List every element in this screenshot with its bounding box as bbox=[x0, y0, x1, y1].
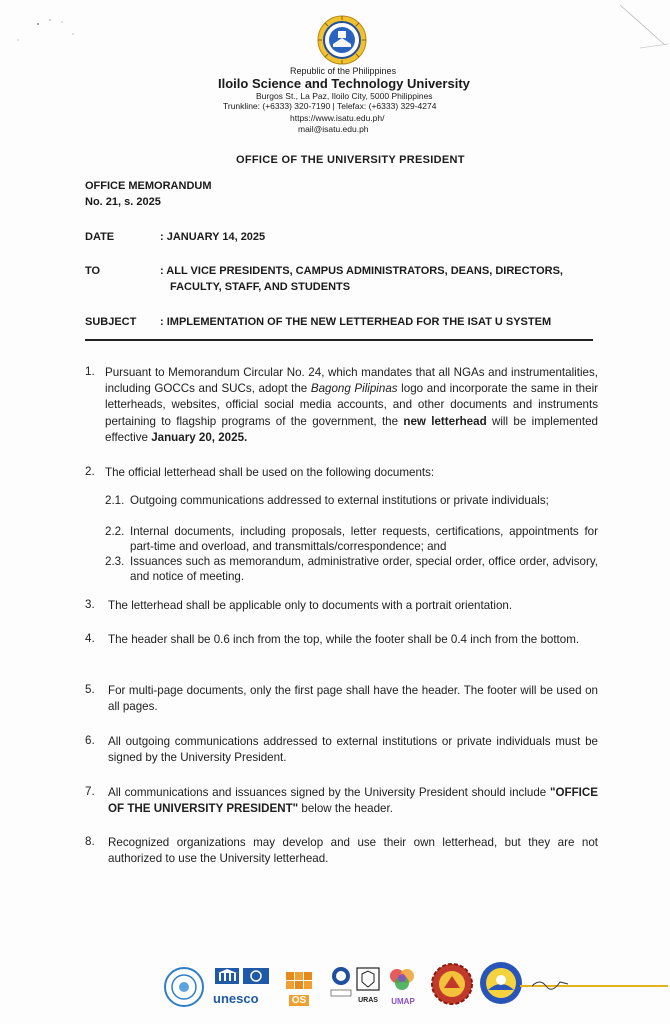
paragraph-2-1: Outgoing communications addressed to external institutions or private individuals; bbox=[130, 494, 549, 507]
paragraph-2-3: Issuances such as memorandum, administrative order, special order, office order, advisory, and notice of meeting. bbox=[130, 555, 598, 583]
os-logo bbox=[285, 966, 313, 1008]
date-label: DATE bbox=[85, 231, 115, 243]
page-fold-mark bbox=[610, 0, 670, 60]
contact-numbers: Trunkline: (+6333) 320-7190 | Telefax: (+6333) 329-4274 bbox=[223, 101, 437, 111]
umap-logo bbox=[387, 966, 419, 1008]
paragraph-5: For multi-page documents, only the first page shall have the header. The footer will be used on all pages. bbox=[108, 684, 598, 714]
item-number-2-2: 2.2. bbox=[105, 525, 125, 538]
item-number-2-3: 2.3. bbox=[105, 555, 125, 568]
item-number-1: 1. bbox=[85, 365, 95, 378]
uras-shield-icon bbox=[355, 966, 381, 992]
email-link[interactable]: mail@isatu.edu.ph bbox=[298, 124, 369, 134]
os-text: OS bbox=[289, 995, 309, 1006]
item-number-8: 8. bbox=[85, 835, 95, 848]
paragraph-2-2: Internal documents, including proposals, letter requests, certifications, appointments for part-time and overload, and transmittals/correspondence; and bbox=[130, 525, 598, 553]
uras-text: URAS bbox=[358, 997, 378, 1004]
sdg-squares-icon bbox=[285, 966, 313, 990]
umap-text: UMAP bbox=[391, 997, 415, 1006]
iso-certification-logo-icon bbox=[163, 966, 205, 1008]
university-address: Burgos St., La Paz, Iloilo City, 5000 Philippines bbox=[256, 91, 433, 101]
website-link[interactable]: https://www.isatu.edu.ph/ bbox=[290, 113, 385, 123]
paragraph-8: Recognized organizations may develop and use their own letterhead, but they are not authorized to use the University letterhead. bbox=[108, 836, 598, 866]
item-number-5: 5. bbox=[85, 683, 95, 696]
scan-specks bbox=[10, 10, 130, 50]
paragraph-3: The letterhead shall be applicable only to documents with a portrait orientation. bbox=[108, 599, 513, 612]
university-name: Iloilo Science and Technology University bbox=[218, 76, 470, 91]
header-divider bbox=[85, 339, 593, 341]
memo-number: No. 21, s. 2025 bbox=[85, 196, 161, 208]
office-title: OFFICE OF THE UNIVERSITY PRESIDENT bbox=[236, 154, 465, 166]
bagong-pilipinas-logo-icon bbox=[478, 960, 524, 1006]
agency-badge-icon bbox=[330, 966, 352, 1002]
item-number-4: 4. bbox=[85, 632, 95, 645]
memo-type: OFFICE MEMORANDUM bbox=[85, 180, 212, 192]
paragraph-2: The official letterhead shall be used on the following documents: bbox=[105, 466, 435, 479]
subject-label: SUBJECT bbox=[85, 316, 137, 328]
unesco-text: unesco bbox=[213, 991, 259, 1006]
bagong-pilipinas-text: Bagong Pilipinas bbox=[310, 382, 398, 396]
paragraph-1: Pursuant to Memorandum Circular No. 24, which mandates that all NGAs and instrumentalities, including GOCCs and SUCs, adopt the Bagong Pilipinas logo and incorporate the same in their letterheads, websites, official social media accounts, and other documents and instruments pertaining to flagship programs of the government, the new letterhead will be implemented effective January 20, 2025. bbox=[105, 366, 599, 444]
subject-value: : IMPLEMENTATION OF THE NEW LETTERHEAD FOR THE ISAT U SYSTEM bbox=[160, 316, 552, 328]
to-value-continued: FACULTY, STAFF, AND STUDENTS bbox=[170, 281, 351, 293]
umap-flower-icon bbox=[387, 966, 419, 992]
signature-mark-icon bbox=[530, 974, 570, 992]
to-label: TO bbox=[85, 265, 101, 277]
unesco-logo bbox=[213, 966, 271, 1006]
paragraph-6: All outgoing communications addressed to external institutions or private individuals must be signed by the University President. bbox=[108, 735, 598, 765]
paragraph-7: All communications and issuances signed by the University President should include "OFFICE OF THE UNIVERSITY PRESIDENT" below the header. bbox=[108, 786, 598, 816]
gear-seal-logo-icon bbox=[430, 962, 474, 1006]
paragraph-4: The header shall be 0.6 inch from the top, while the footer shall be 0.4 inch from the bottom. bbox=[108, 633, 580, 646]
unesco-temple-icon bbox=[213, 966, 271, 986]
republic-line: Republic of the Philippines bbox=[290, 66, 397, 76]
uras-logo bbox=[355, 966, 381, 1006]
item-number-7: 7. bbox=[85, 785, 95, 798]
item-number-6: 6. bbox=[85, 734, 95, 747]
item-number-2: 2. bbox=[85, 465, 95, 478]
to-value: : ALL VICE PRESIDENTS, CAMPUS ADMINISTRATORS, DEANS, DIRECTORS, bbox=[160, 265, 563, 277]
item-number-2-1: 2.1. bbox=[105, 494, 125, 507]
office-quote: "OFFICE OF THE UNIVERSITY PRESIDENT" bbox=[108, 786, 598, 816]
date-value: : JANUARY 14, 2025 bbox=[160, 231, 266, 243]
item-number-3: 3. bbox=[85, 598, 95, 611]
university-seal-icon bbox=[316, 14, 368, 66]
